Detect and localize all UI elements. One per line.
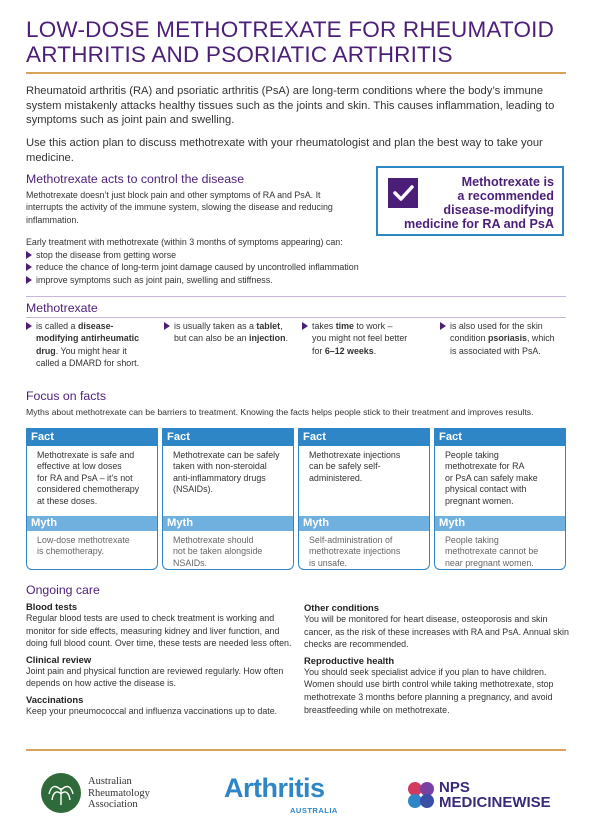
arthritis-wordmark: Arthritis — [224, 773, 325, 803]
arthritis-sub: AUSTRALIA — [290, 806, 338, 815]
myth-text — [27, 531, 157, 558]
control-paragraph: Methotrexate doesn’t just block pain and other symptoms of RA and PsA. It interrupts the activity of the immune system, slowing the disease and reducing inflammation. — [26, 190, 333, 225]
line: methotrexate injections — [309, 546, 401, 557]
fact-label: Fact — [163, 429, 293, 446]
text: . You might hear it — [55, 345, 127, 356]
myth-label: Myth — [163, 516, 293, 531]
text: injection — [249, 333, 286, 344]
text: is also used for the skin — [450, 321, 543, 331]
section-divider — [26, 296, 566, 297]
line: for RA and PsA – it’s not — [37, 472, 133, 483]
line: MEDICINEWISE — [439, 794, 551, 811]
text: , which — [526, 333, 555, 344]
line: (NSAIDs). — [173, 484, 213, 495]
myth-label: Myth — [435, 516, 565, 531]
line: Rheumatology — [88, 787, 150, 799]
line: is unsafe. — [309, 557, 347, 568]
intro-paragraph-2: Use this action plan to discuss methotrexate with your rheumatologist and plan the best way to take your medicine. — [26, 137, 543, 164]
bullet-text: improve symptoms such as joint pain, swelling and stiffness. — [36, 274, 273, 285]
care-left-column — [26, 601, 296, 718]
fact-text — [435, 446, 565, 516]
methotrexate-point-4 — [440, 320, 570, 357]
fact-myth-card — [298, 428, 430, 570]
facts-intro: Myths about methotrexate can be barriers to treatment. Knowing the facts helps people stick to their treatment and improves results. — [26, 407, 534, 417]
fact-text — [299, 446, 429, 516]
list-item — [26, 274, 406, 286]
methotrexate-heading: Methotrexate — [26, 301, 98, 315]
line: considered chemotherapy — [37, 484, 140, 495]
nps-text — [439, 780, 551, 810]
text: disease- — [77, 321, 114, 331]
care-heading: Ongoing care — [26, 583, 100, 597]
triangle-bullet-icon — [440, 322, 446, 330]
line: Methotrexate should — [173, 535, 254, 545]
line: Methotrexate injections — [309, 450, 401, 460]
title-line-2: ARTHRITIS AND PSORIATIC ARTHRITIS — [26, 42, 453, 67]
paragraph: You should seek specialist advice if you plan to have children. Women should use birth control while taking methotrexate, stop methotrexate 3 months before planning a pregnancy, and avoid breastfeeding while on methotrexate. — [304, 666, 554, 715]
text: . — [285, 333, 288, 344]
line: can be safely self- — [309, 461, 381, 472]
text: takes — [312, 321, 336, 331]
text: but can also be an — [174, 333, 249, 344]
line: not be taken alongside — [173, 546, 263, 557]
line: near pregnant women. — [445, 557, 534, 568]
triangle-bullet-icon — [302, 322, 308, 330]
text: 6–12 weeks — [324, 345, 374, 356]
line: People taking — [445, 450, 499, 460]
fact-text — [27, 446, 157, 516]
line: administered. — [309, 472, 363, 483]
control-bullets — [26, 249, 406, 286]
text: for — [312, 345, 325, 356]
text: called a DMARD for short. — [36, 358, 140, 369]
line: NSAIDs. — [173, 557, 208, 568]
text: tablet — [256, 321, 281, 331]
callout-line: Methotrexate is — [461, 175, 554, 189]
callout-line: medicine for RA and PsA — [404, 217, 554, 231]
line: Self-administration of — [309, 535, 393, 545]
line: anti-inflammatory drugs — [173, 472, 266, 483]
fact-label: Fact — [27, 429, 157, 446]
line: effective at low doses — [37, 461, 122, 472]
callout-line: a recommended — [457, 189, 554, 203]
arthritis-australia-logo — [224, 773, 374, 819]
fact-myth-card — [26, 428, 158, 570]
line: Low-dose methotrexate — [37, 535, 130, 545]
text: condition — [450, 333, 488, 344]
line: Association — [88, 799, 138, 810]
line: or PsA can safely make — [445, 472, 538, 483]
control-paragraph-2: Early treatment with methotrexate (within 3 months of symptoms appearing) can: — [26, 237, 343, 247]
line: NPS — [439, 779, 470, 796]
paragraph: Regular blood tests are used to check treatment is working and monitor for side effects, measuring kidney and liver function, and doing full blood count. Over time, these tests are needed less often. — [26, 613, 292, 649]
fact-myth-card — [434, 428, 566, 570]
triangle-bullet-icon — [26, 322, 32, 330]
subheading: Reproductive health — [304, 654, 395, 666]
myth-label: Myth — [299, 516, 429, 531]
footer-divider — [26, 749, 566, 751]
line: Australian — [88, 776, 132, 787]
line: at these doses. — [37, 495, 98, 506]
point-text — [312, 320, 407, 357]
myth-text — [299, 531, 429, 569]
ara-logo-text — [88, 776, 150, 811]
paragraph: Joint pain and physical function are reviewed regularly. How often depends on how active the disease is. — [26, 665, 284, 689]
text: , — [280, 321, 283, 331]
bullet-text: stop the disease from getting worse — [36, 250, 177, 260]
tree-icon — [40, 772, 82, 814]
page-title — [26, 17, 571, 67]
line: People taking — [445, 535, 499, 545]
callout-line: disease-modifying — [443, 203, 554, 217]
list-item — [26, 249, 406, 261]
text: you might not feel better — [312, 333, 408, 344]
point-text — [36, 320, 139, 370]
paragraph: You will be monitored for heart disease, osteoporosis and skin cancer, as the risk of these increases with RA and PsA. Annual skin checks are recommended. — [304, 614, 569, 650]
text: psoriasis — [488, 333, 527, 344]
triangle-bullet-icon — [26, 263, 32, 271]
methotrexate-point-3 — [302, 320, 432, 357]
triangle-bullet-icon — [26, 251, 32, 259]
line: Methotrexate is safe and — [37, 450, 135, 460]
triangle-bullet-icon — [164, 322, 170, 330]
methotrexate-point-1 — [26, 320, 156, 370]
methotrexate-point-2 — [164, 320, 298, 345]
line: pregnant women. — [445, 495, 514, 506]
intro-paragraph: Rheumatoid arthritis (RA) and psoriatic arthritis (PsA) are long-term conditions where the body’s immune system mistakenly attacks healthy tissues such as the joints and skin. This causes inflammation, leading to symptoms such as joint pain and swelling. — [26, 85, 555, 126]
line: methotrexate cannot be — [445, 546, 539, 557]
myth-label: Myth — [27, 516, 157, 531]
callout-text — [374, 175, 554, 231]
section-divider — [26, 317, 566, 318]
nps-medicinewise-logo — [406, 778, 566, 818]
care-right-column — [304, 602, 570, 716]
paragraph: Keep your pneumococcal and influenza vaccinations up to date. — [26, 705, 278, 716]
line: Methotrexate can be safely — [173, 450, 280, 460]
list-item — [26, 261, 406, 273]
myth-text — [435, 531, 565, 569]
facts-heading: Focus on facts — [26, 389, 106, 403]
nps-cube-icon — [406, 780, 436, 810]
text: is usually taken as a — [174, 321, 257, 331]
point-text — [174, 320, 288, 345]
point-text — [450, 320, 555, 357]
subheading: Blood tests — [26, 601, 78, 612]
line: methotrexate for RA — [445, 461, 525, 472]
text: . — [373, 345, 377, 356]
title-line-1: LOW-DOSE METHOTREXATE FOR RHEUMATOID — [26, 17, 555, 42]
ara-logo — [40, 772, 200, 818]
control-heading: Methotrexate acts to control the disease — [26, 172, 245, 186]
text: is called a — [36, 321, 78, 331]
text: time — [335, 321, 354, 331]
fact-myth-card — [162, 428, 294, 570]
bullet-text: reduce the chance of long-term joint damage caused by uncontrolled inflammation — [36, 262, 359, 273]
fact-label: Fact — [299, 429, 429, 446]
subheading: Other conditions — [304, 602, 379, 613]
line: physical contact with — [445, 484, 527, 495]
subheading: Vaccinations — [26, 693, 84, 705]
text: drug — [36, 345, 56, 356]
subheading: Clinical review — [26, 653, 92, 665]
text: modifying antirheumatic — [36, 333, 140, 344]
line: is chemotherapy. — [37, 546, 104, 557]
title-divider — [26, 72, 566, 74]
line: taken with non-steroidal — [173, 461, 267, 472]
fact-label: Fact — [435, 429, 565, 446]
text: to work – — [353, 321, 393, 331]
fact-text — [163, 446, 293, 516]
recommendation-callout — [376, 166, 564, 236]
text: is associated with PsA. — [450, 345, 541, 356]
triangle-bullet-icon — [26, 276, 32, 284]
myth-text — [163, 531, 293, 569]
